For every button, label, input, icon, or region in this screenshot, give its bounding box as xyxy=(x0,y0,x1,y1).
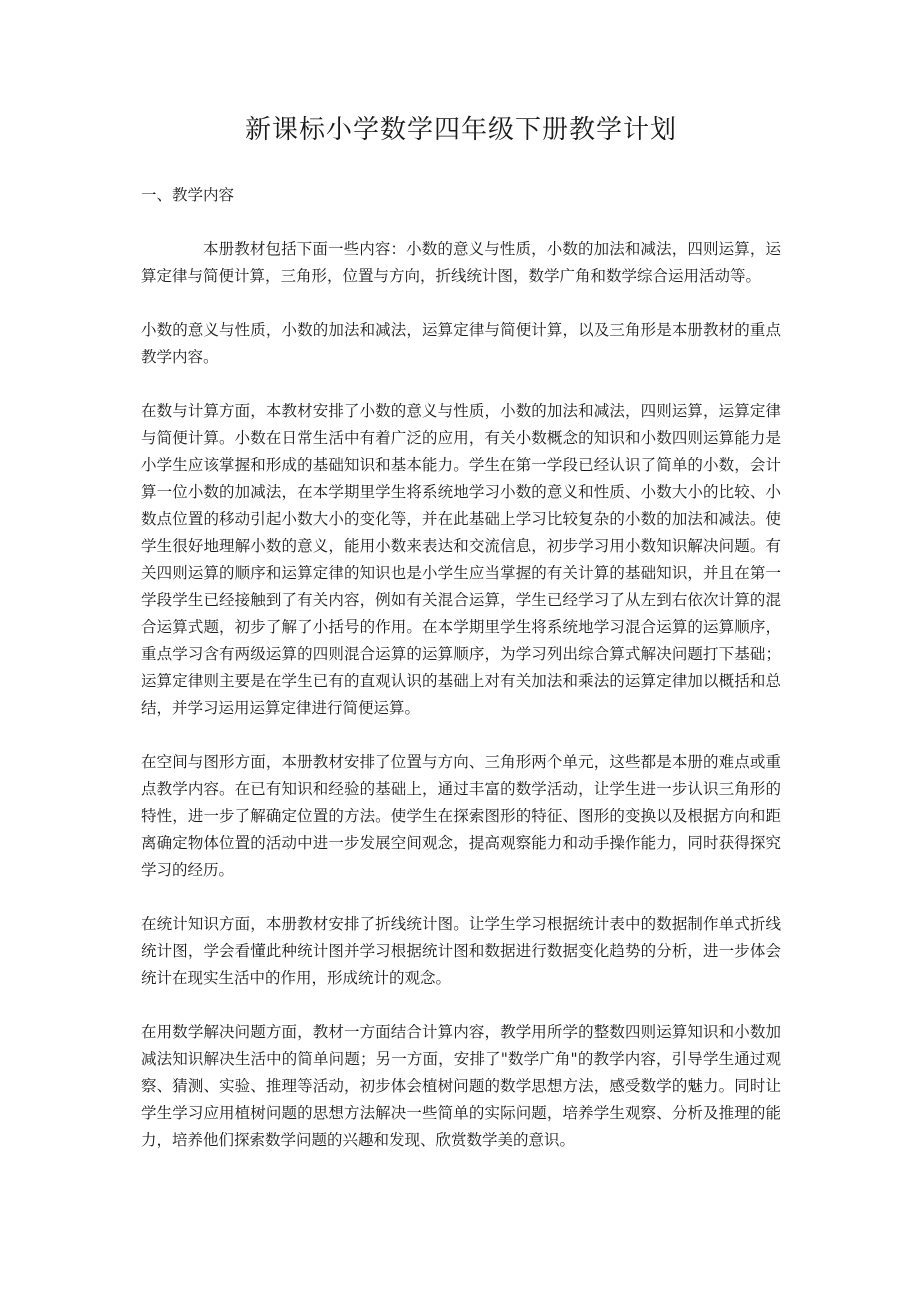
paragraph-problem-solving: 在用数学解决问题方面，教材一方面结合计算内容，教学用所学的整数四则运算知识和小数加减法知识解决生活中的简单问题；另一方面，安排了"数学广角"的教学内容，引导学生通过观察、猜测、实验、推理等活动，初步体会植树问题的数学思想方法，感受数学的魅力。同时让学生学习应用植树问题的思想方法解决一些简单的实际问题，培养学生观察、分析及推理的能力，培养他们探索数学问题的兴趣和发现、欣赏数学美的意识。 xyxy=(141,1023,781,1149)
document-title: 新课标小学数学四年级下册教学计划 xyxy=(244,115,677,145)
section-heading-teaching-content: 一、教学内容 xyxy=(141,186,235,204)
paragraph-space-geometry: 在空间与图形方面，本册教材安排了位置与方向、三角形两个单元，这些都是本册的难点或重点教学内容。在已有知识和经验的基础上，通过丰富的数学活动，让学生进一步认识三角形的特性，进一步了解确定位置的方法。使学生在探索图形的特征、图形的变换以及根据方向和距离确定物体位置的活动中进一步发展空间观念，提高观察能力和动手操作能力，同时获得探究学习的经历。 xyxy=(141,753,781,879)
paragraph-number-calculation: 在数与计算方面，本教材安排了小数的意义与性质，小数的加法和减法，四则运算，运算定律与简便计算。小数在日常生活中有着广泛的应用，有关小数概念的知识和小数四则运算能力是小学生应该掌握和形成的基础知识和基本能力。学生在第一学段已经认识了简单的小数，会计算一位小数的加减法，在本学期里学生将系统地学习小数的意义和性质、小数大小的比较、小数点位置的移动引起小数大小的变化等，并在此基础上学习比较复杂的小数的加法和减法。使学生很好地理解小数的意义，能用小数来表达和交流信息，初步学习用小数知识解决问题。有关四则运算的顺序和运算定律的知识也是小学生应当掌握的有关计算的基础知识，并且在第一学段学生已经接触到了有关内容，例如有关混合运算，学生已经学习了从左到右依次计算的混合运算式题，初步了解了小括号的作用。在本学期里学生将系统地学习混合运算的运算顺序，重点学习含有两级运算的四则混合运算的运算顺序，为学习列出综合算式解决问题打下基础；运算定律则主要是在学生已有的直观认识的基础上对有关加法和乘法的运算定律加以概括和总结，并学习运用运算定律进行简便运算。 xyxy=(141,402,781,717)
document-page xyxy=(141,110,781,1181)
paragraph-key-content: 小数的意义与性质，小数的加法和减法，运算定律与简便计算，以及三角形是本册教材的重点教学内容。 xyxy=(141,321,781,366)
paragraph-statistics: 在统计知识方面，本册教材安排了折线统计图。让学生学习根据统计表中的数据制作单式折线统计图，学会看懂此种统计图并学习根据统计图和数据进行数据变化趋势的分析，进一步体会统计在现实生活中的作用，形成统计的观念。 xyxy=(141,915,781,987)
paragraph-overview: 本册教材包括下面一些内容：小数的意义与性质，小数的加法和减法，四则运算，运算定律与简便计算，三角形，位置与方向，折线统计图，数学广角和数学综合运用活动等。 xyxy=(141,240,781,285)
